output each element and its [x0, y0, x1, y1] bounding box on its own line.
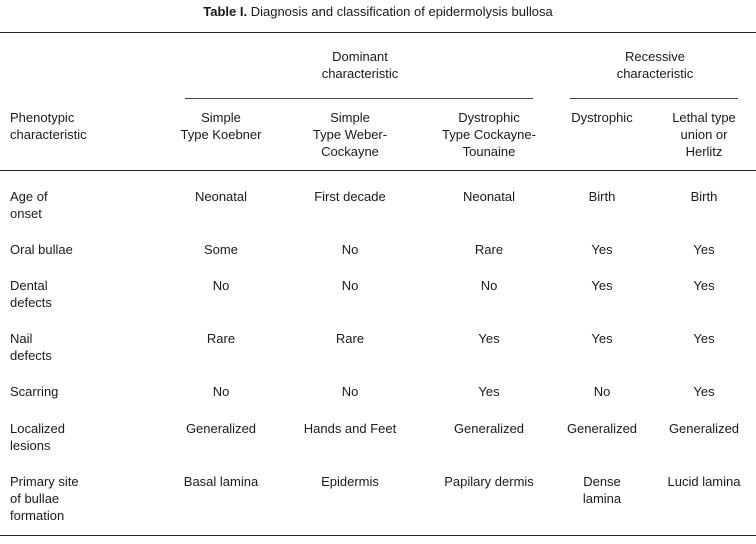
header-rule: [0, 170, 756, 171]
row-label: Primary site of bullae formation: [10, 474, 79, 523]
column-header-phenotypic: Phenotypic characteristic: [10, 110, 87, 142]
row-label: Age of onset: [10, 189, 48, 221]
column-header-dystrophic: Dystrophic: [571, 110, 633, 125]
table-cell: Yes: [693, 331, 715, 346]
table-cell: Yes: [478, 384, 500, 399]
table-cell: Birth: [690, 189, 718, 204]
table-cell: Some: [204, 242, 238, 257]
table-caption-text: Diagnosis and classification of epidermolysis bullosa: [250, 4, 553, 19]
table-cell: Generalized: [453, 421, 525, 436]
table-cell: Rare: [335, 331, 365, 346]
table-cell: Yes: [591, 278, 613, 293]
table-cell: Yes: [591, 242, 613, 257]
row-label: Oral bullae: [10, 242, 73, 257]
row-label: Nail defects: [10, 331, 52, 363]
table-cell: Lucid lamina: [667, 474, 741, 489]
top-rule: [0, 32, 756, 33]
column-header-weber: Simple Type Weber- Cockayne: [312, 110, 388, 159]
table-cell: Yes: [591, 331, 613, 346]
column-header-koebner: Simple Type Koebner: [180, 110, 262, 142]
table-cell: Papilary dermis: [444, 474, 534, 489]
table-cell: Yes: [693, 384, 715, 399]
table-cell: Neonatal: [462, 189, 516, 204]
table-caption-label: Table I.: [203, 4, 248, 19]
table-cell: No: [212, 384, 230, 399]
row-label: Dental defects: [10, 278, 52, 310]
table-cell: Dense lamina: [582, 474, 622, 506]
table-cell: Neonatal: [194, 189, 248, 204]
bottom-rule: [0, 535, 756, 536]
table-cell: Yes: [478, 331, 500, 346]
table-cell: No: [480, 278, 498, 293]
group-header-dominant: Dominant characteristic: [321, 49, 399, 81]
table-cell: No: [593, 384, 611, 399]
dominant-group-rule: [185, 98, 533, 99]
table-cell: Yes: [693, 278, 715, 293]
row-label: Localized lesions: [10, 421, 65, 453]
group-header-recessive: Recessive characteristic: [616, 49, 694, 81]
row-label: Scarring: [10, 384, 59, 399]
table-cell: No: [341, 242, 359, 257]
table-cell: First decade: [314, 189, 386, 204]
column-header-lethal: Lethal type union or Herlitz: [672, 110, 736, 159]
table-cell: Generalized: [668, 421, 740, 436]
table-cell: Rare: [206, 331, 236, 346]
recessive-group-rule: [570, 98, 738, 99]
table-cell: Rare: [474, 242, 504, 257]
table-cell: Hands and Feet: [303, 421, 397, 436]
table-cell: Generalized: [185, 421, 257, 436]
table-caption: [0, 4, 756, 19]
table-cell: Generalized: [566, 421, 638, 436]
table-cell: Epidermis: [321, 474, 379, 489]
table-cell: Yes: [693, 242, 715, 257]
column-header-cockayne: Dystrophic Type Cockayne- Tounaine: [442, 110, 536, 159]
table-cell: Basal lamina: [183, 474, 259, 489]
table-cell: Birth: [588, 189, 616, 204]
table-cell: No: [341, 278, 359, 293]
table-cell: No: [341, 384, 359, 399]
table-cell: No: [212, 278, 230, 293]
